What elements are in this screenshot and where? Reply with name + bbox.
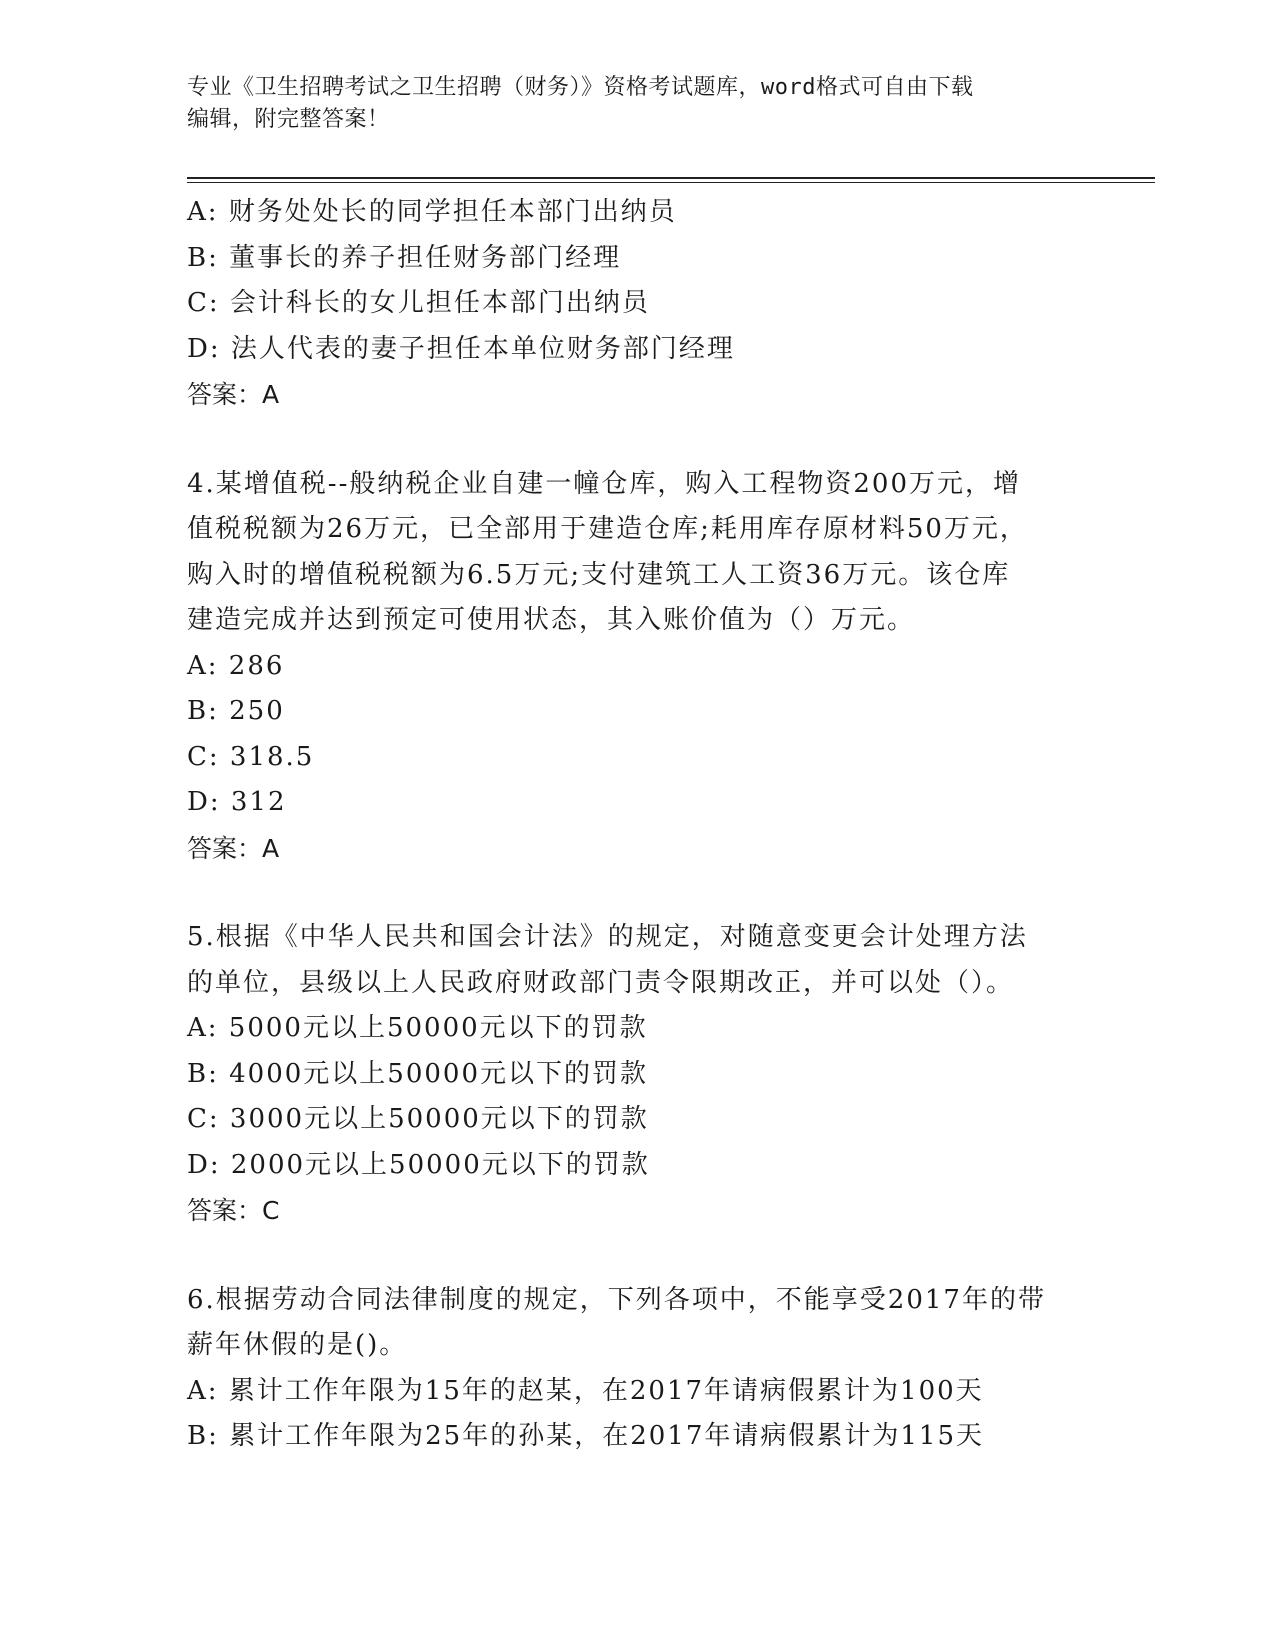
option-a: A: 5000元以上50000元以下的罚款 [187,1013,648,1043]
question-stem-line: 的单位，县级以上人民政府财政部门责令限期改正，并可以处（）。 [187,967,1015,998]
question-stem-line: 薪年休假的是()。 [187,1330,408,1360]
option-b: B: 累计工作年限为25年的孙某，在2017年请病假累计为115天 [187,1421,985,1451]
header-rule-thin [187,182,1155,183]
question-5 [187,915,1087,1234]
option-a: A: 286 [187,650,285,681]
question-4 [187,462,1087,872]
header-line-1: 专业《卫生招聘考试之卫生招聘（财务）》资格考试题库，word格式可自由下载 [187,75,974,100]
option-c: C: 会计科长的女儿担任本部门出纳员 [187,288,650,318]
question-stem-line: 5.根据《中华人民共和国会计法》的规定，对随意变更会计处理方法 [187,922,1028,952]
option-a: A: 累计工作年限为15年的赵某，在2017年请病假累计为100天 [187,1375,984,1406]
option-b: B: 250 [187,696,285,726]
option-b: B: 董事长的养子担任财务部门经理 [187,242,622,273]
header-rule-thick [187,177,1155,179]
document-header [187,72,1087,136]
question-stem-line: 购入时的增值税税额为6.5万元;支付建筑工人工资36万元。该仓库 [187,559,1011,590]
option-c: C: 3000元以上50000元以下的罚款 [187,1104,649,1134]
question-3 [187,190,1087,418]
question-stem-line: 6.根据劳动合同法律制度的规定，下列各项中，不能享受2017年的带 [187,1284,1046,1315]
question-stem-line: 4.某增值税--般纳税企业自建一幢仓库，购入工程物资200万元，增 [187,468,1022,499]
question-list [187,190,1087,1460]
option-b: B: 4000元以上50000元以下的罚款 [187,1058,649,1089]
answer: 答案：A [187,833,280,863]
option-a: A: 财务处处长的同学担任本部门出纳员 [187,197,677,227]
question-stem-line: 值税税额为26万元，已全部用于建造仓库;耗用库存原材料50万元， [187,514,1028,544]
option-d: D: 法人代表的妻子担任本单位财务部门经理 [187,333,735,364]
answer: 答案：C [187,1196,280,1225]
question-stem-line: 建造完成并达到预定可使用状态，其入账价值为（）万元。 [187,605,916,635]
answer: 答案：A [187,380,280,409]
option-c: C: 318.5 [187,741,315,772]
question-6 [187,1278,1087,1460]
header-line-2: 编辑，附完整答案！ [187,107,390,132]
option-d: D: 312 [187,787,287,817]
option-d: D: 2000元以上50000元以下的罚款 [187,1149,650,1180]
